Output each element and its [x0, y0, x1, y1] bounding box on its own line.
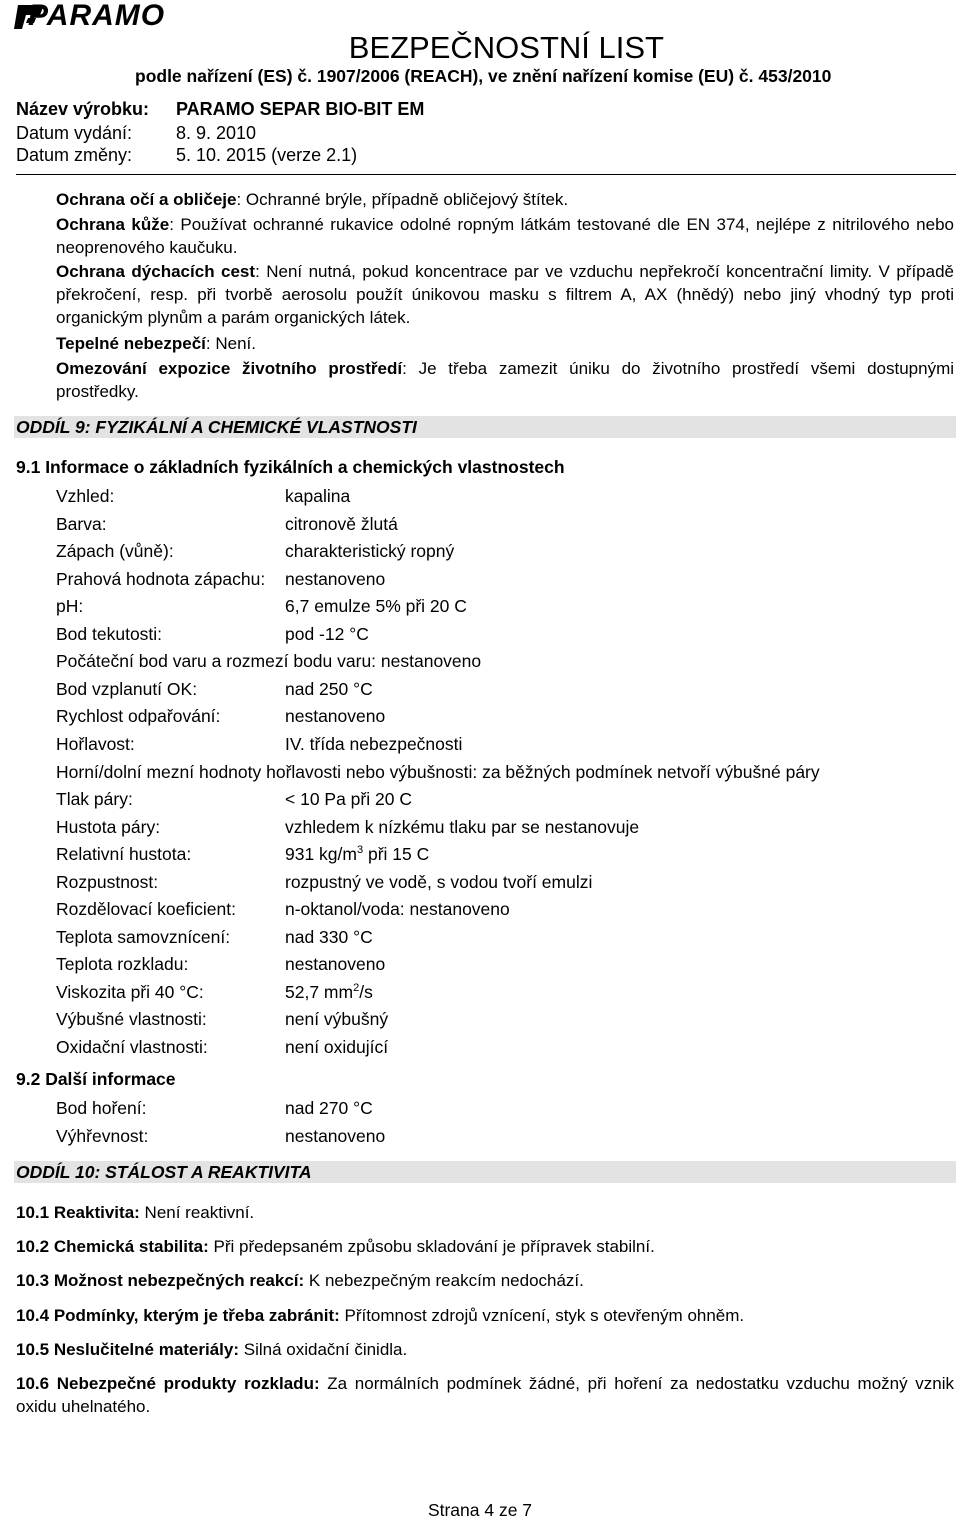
eye-protection-paragraph — [56, 188, 954, 211]
item-label: Možnost nebezpečných reakcí: — [53, 1271, 305, 1290]
property-row — [56, 705, 936, 727]
property-value: 931 kg/m — [285, 844, 357, 865]
property-label: Hustota páry: — [56, 816, 161, 837]
property-value-suffix: při 15 C — [363, 844, 430, 865]
property-value: citronově žlutá — [285, 513, 398, 534]
document-title: BEZPEČNOSTNÍ LIST — [348, 30, 664, 65]
property-row — [56, 926, 936, 948]
property-label: Vzhled: — [56, 486, 115, 506]
item-text: Přítomnost zdrojů vznícení, styk s otevřeným ohněm. — [339, 1306, 745, 1325]
item-text: K nebezpečným reakcím nedochází. — [304, 1271, 584, 1290]
item-label: Podmínky, kterým je třeba zabránit: — [53, 1306, 340, 1325]
section-9-heading: ODDÍL 9: FYZIKÁLNÍ A CHEMICKÉ VLASTNOSTI — [14, 416, 956, 438]
item-text: Při předepsaném způsobu skladování je přípravek stabilní. — [208, 1237, 655, 1256]
property-row — [56, 1125, 936, 1147]
property-label: Prahová hodnota zápachu: — [56, 568, 266, 589]
property-label: Tlak páry: — [56, 789, 133, 810]
product-name-value: PARAMO SEPAR BIO-BIT EM — [176, 99, 425, 119]
property-value: 52,7 mm — [285, 981, 354, 1002]
environment-exposure-text: : Je třeba zamezit úniku do životního prostředí všemi dostupnými prostředky. — [56, 359, 955, 401]
property-value: nestanoveno — [285, 1125, 386, 1146]
item-text: Silná oxidační činidla. — [239, 1340, 408, 1359]
change-date-row — [16, 145, 357, 166]
product-name-label: Název výrobku: — [16, 99, 150, 119]
property-label: Bod vzplanutí OK: — [56, 678, 198, 699]
issue-date-row — [16, 123, 256, 144]
property-label: Viskozita při 40 °C: — [56, 981, 204, 1002]
property-full-text: Počáteční bod varu a rozmezí bodu varu: nestanoveno — [56, 651, 482, 672]
thermal-hazard-text: : Není. — [205, 334, 256, 353]
property-label: Barva: — [56, 513, 107, 534]
property-label: Teplota rozkladu: — [56, 954, 189, 975]
property-value: nad 250 °C — [285, 678, 373, 699]
item-number: 10.6 — [16, 1374, 50, 1393]
property-value-suffix: /s — [359, 981, 373, 1002]
regulation-reference: podle nařízení (ES) č. 1907/2006 (REACH), ve znění nařízení komise (EU) č. 453/2010 — [135, 66, 832, 86]
item-number: 10.1 — [16, 1203, 50, 1222]
property-label: Rychlost odpařování: — [56, 706, 221, 727]
item-number: 10.4 — [16, 1306, 50, 1325]
skin-protection-text: : Používat ochranné rukavice odolné ropným látkám testované dle EN 374, nejlépe z nitrilového nebo neoprenového kaučuku. — [56, 215, 955, 257]
property-label: Hořlavost: — [56, 733, 135, 754]
property-label: Zápach (vůně): — [56, 541, 174, 562]
property-row — [56, 816, 936, 838]
subsection-9-2-heading: 9.2 Další informace — [16, 1069, 176, 1089]
section-10-item — [16, 1269, 954, 1292]
property-row — [56, 623, 936, 645]
property-row — [56, 540, 936, 562]
property-value: < 10 Pa při 20 C — [285, 789, 412, 810]
property-row — [56, 595, 936, 617]
property-row — [56, 843, 936, 865]
property-label: Teplota samovznícení: — [56, 926, 231, 947]
property-label: Bod tekutosti: — [56, 623, 163, 644]
property-row — [56, 678, 936, 700]
item-number: 10.2 — [16, 1237, 50, 1256]
property-value: IV. třída nebezpečnosti — [285, 733, 463, 754]
property-label: Rozdělovací koeficient: — [56, 899, 236, 920]
property-row — [56, 568, 936, 590]
property-row — [56, 1008, 936, 1030]
item-label: Neslučitelné materiály: — [53, 1340, 240, 1359]
property-value: n-oktanol/voda: nestanoveno — [285, 899, 510, 920]
property-row — [56, 513, 936, 535]
property-value: vzhledem k nízkému tlaku par se nestanovuje — [285, 816, 640, 837]
thermal-hazard-label: Tepelné nebezpečí — [56, 334, 206, 353]
respiratory-protection-text: : Není nutná, pokud koncentrace par ve vzduchu nepřekročí koncentrační limity. V případě překročení, resp. při tvorbě aerosolu použít únikovou masku s filtrem A, AX (hnědý) nebo jiný vhodný typ proti organickým plynům a parám organických látek. — [56, 262, 954, 327]
property-label: Výhřevnost: — [56, 1125, 149, 1146]
property-full-text: Horní/dolní mezní hodnoty hořlavosti nebo výbušnosti: za běžných podmínek netvoří výbušné páry — [56, 761, 820, 782]
issue-date-label: Datum vydání: — [16, 123, 133, 143]
section-10-item — [16, 1201, 954, 1224]
item-label: Chemická stabilita: — [53, 1237, 209, 1256]
property-label: Rozpustnost: — [56, 871, 159, 892]
logo-text: PARAMO — [28, 0, 166, 32]
section-10-item — [16, 1235, 954, 1258]
item-label: Nebezpečné produkty rozkladu: — [56, 1374, 320, 1393]
property-value: charakteristický ropný — [285, 541, 455, 562]
subsection-9-1-heading: 9.1 Informace o základních fyzikálních a chemických vlastnostech — [16, 457, 565, 477]
paramo-logo — [14, 0, 214, 34]
property-row — [56, 871, 936, 893]
eye-protection-text: : Ochranné brýle, případně obličejový štítek. — [236, 190, 569, 209]
property-label: Relativní hustota: — [56, 844, 192, 865]
property-row — [56, 650, 936, 672]
respiratory-protection-label: Ochrana dýchacích cest — [56, 262, 256, 281]
item-text: Není reaktivní. — [139, 1203, 255, 1222]
property-value: nad 270 °C — [285, 1098, 373, 1118]
property-value-superscript: 3 — [356, 844, 364, 857]
item-number: 10.5 — [16, 1340, 50, 1359]
property-row — [56, 1097, 936, 1119]
property-value: kapalina — [285, 486, 351, 506]
property-label: Výbušné vlastnosti: — [56, 1009, 207, 1030]
property-value-superscript: 2 — [353, 982, 360, 995]
property-row — [56, 981, 936, 1003]
property-value: není oxidující — [285, 1037, 389, 1057]
thermal-hazard-paragraph — [56, 332, 954, 355]
skin-protection-paragraph — [56, 213, 954, 259]
section-10-item — [16, 1338, 954, 1361]
property-row — [56, 788, 936, 810]
change-date-value: 5. 10. 2015 (verze 2.1) — [176, 145, 358, 165]
environment-exposure-label: Omezování expozice životního prostředí — [56, 359, 403, 378]
property-row — [56, 485, 936, 507]
property-value: pod -12 °C — [285, 623, 369, 644]
property-value: 6,7 emulze 5% při 20 C — [285, 596, 467, 617]
change-date-label: Datum změny: — [16, 145, 133, 165]
item-label: Reaktivita: — [53, 1203, 140, 1222]
property-value: není výbušný — [285, 1009, 389, 1030]
issue-date-value: 8. 9. 2010 — [176, 123, 257, 143]
environment-exposure-paragraph — [56, 357, 954, 403]
property-row — [56, 953, 936, 975]
property-value: nestanoveno — [285, 954, 386, 975]
property-row — [56, 1036, 936, 1058]
property-row — [56, 733, 936, 755]
skin-protection-label: Ochrana kůže — [56, 215, 170, 234]
header-divider — [16, 174, 956, 175]
page-number: Strana 4 ze 7 — [427, 1500, 533, 1520]
section-10-item — [16, 1304, 954, 1327]
property-label: Oxidační vlastnosti: — [56, 1037, 208, 1057]
eye-protection-label: Ochrana očí a obličeje — [56, 190, 237, 209]
product-name-row — [16, 99, 424, 120]
respiratory-protection-paragraph — [56, 260, 954, 329]
property-row — [56, 898, 936, 920]
property-row — [56, 761, 936, 783]
property-value: nestanoveno — [285, 568, 386, 589]
property-value: nad 330 °C — [285, 926, 373, 947]
property-label: pH: — [56, 596, 84, 617]
item-number: 10.3 — [16, 1271, 50, 1290]
property-label: Bod hoření: — [56, 1098, 147, 1118]
section-10-heading: ODDÍL 10: STÁLOST A REAKTIVITA — [14, 1161, 956, 1183]
section-10-item — [16, 1372, 954, 1418]
property-value: rozpustný ve vodě, s vodou tvoří emulzi — [285, 871, 593, 892]
item-text: Za normálních podmínek žádné, při hoření za nedostatku vzduchu možný vznik oxidu uhelnatého. — [16, 1374, 955, 1416]
property-value: nestanoveno — [285, 706, 386, 727]
